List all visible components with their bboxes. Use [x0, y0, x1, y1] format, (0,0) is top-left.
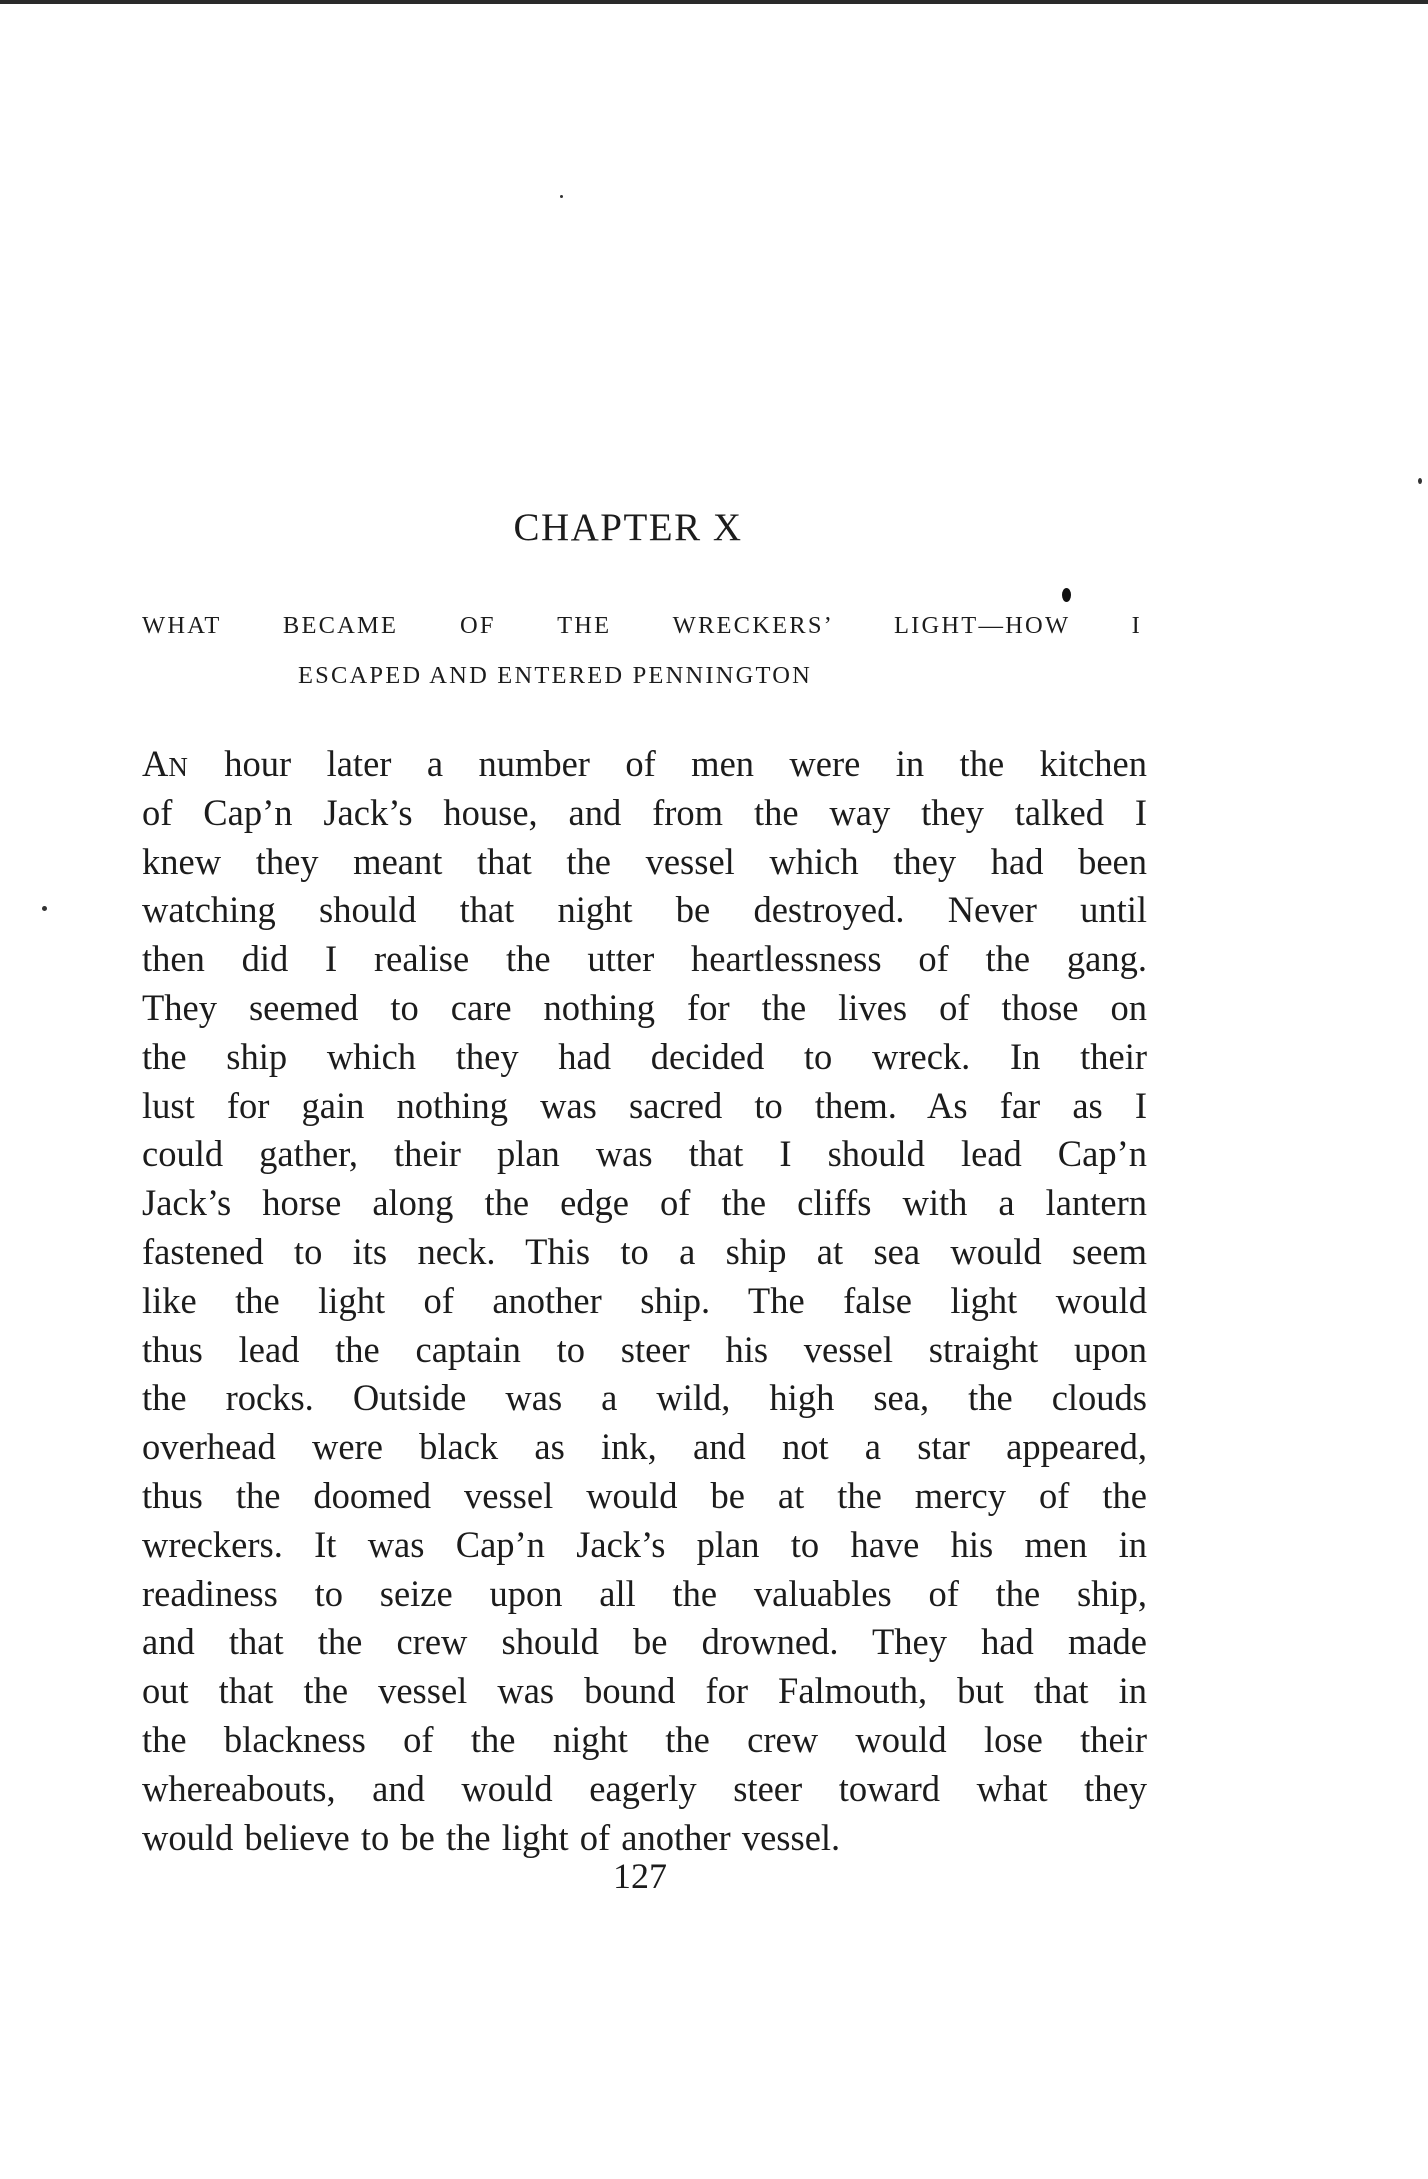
- text-line: readiness to seize upon all the valuables of the ship,: [142, 1572, 1147, 1614]
- text-line: They seemed to care nothing for the lives of those on: [142, 986, 1147, 1028]
- page-top-edge: [0, 0, 1428, 4]
- text-line: fastened to its neck. This to a ship at sea would seem: [142, 1230, 1147, 1272]
- text-line: overhead were black as ink, and not a star appeared,: [142, 1426, 1147, 1468]
- text-line: thus lead the captain to steer his vessel straight upon: [142, 1328, 1147, 1370]
- text-line: the blackness of the night the crew would lose their: [142, 1718, 1147, 1760]
- ink-speck: [1418, 478, 1422, 484]
- text-line: of Cap’n Jack’s house, and from the way they talked I: [142, 791, 1147, 833]
- text-line: lust for gain nothing was sacred to them. As far as I: [142, 1084, 1147, 1126]
- text-line: like the light of another ship. The false light would: [142, 1279, 1147, 1321]
- text-line: the ship which they had decided to wreck. In their: [142, 1035, 1147, 1077]
- text-line-last: would believe to be the light of another vessel.: [142, 1816, 841, 1858]
- text-line: Jack’s horse along the edge of the cliffs with a lantern: [142, 1182, 1147, 1224]
- first-word-initial: A: [142, 743, 169, 784]
- ink-speck: [1062, 588, 1071, 602]
- text-line: [142, 740, 1147, 789]
- chapter-title: CHAPTER X: [513, 506, 743, 549]
- text-line: out that the vessel was bound for Falmouth, but that in: [142, 1670, 1147, 1712]
- first-line-text: hour later a number of men were in the kitchen: [188, 743, 1147, 784]
- chapter-subtitle-line-2: ESCAPED AND ENTERED PENNINGTON: [298, 662, 813, 689]
- text-line: watching should that night be destroyed. Never until: [142, 889, 1147, 931]
- text-line: knew they meant that the vessel which they had been: [142, 840, 1147, 882]
- ink-speck: [42, 906, 47, 911]
- text-line: the rocks. Outside was a wild, high sea, the clouds: [142, 1377, 1147, 1419]
- page-number: 127: [613, 1856, 667, 1896]
- text-line: whereabouts, and would eagerly steer toward what they: [142, 1767, 1147, 1809]
- body-text: [142, 740, 1147, 1862]
- text-line: could gather, their plan was that I should lead Cap’n: [142, 1133, 1147, 1175]
- text-line: then did I realise the utter heartlessness of the gang.: [142, 938, 1147, 980]
- text-line: wreckers. It was Cap’n Jack’s plan to have his men in: [142, 1523, 1147, 1565]
- ink-speck: [560, 195, 563, 198]
- first-word-small-caps: N: [168, 752, 189, 782]
- text-line: thus the doomed vessel would be at the mercy of the: [142, 1474, 1147, 1516]
- chapter-subtitle-line-1: WHAT BECAME OF THE WRECKERS’ LIGHT—HOW I: [142, 612, 1142, 639]
- text-line: and that the crew should be drowned. They had made: [142, 1621, 1147, 1663]
